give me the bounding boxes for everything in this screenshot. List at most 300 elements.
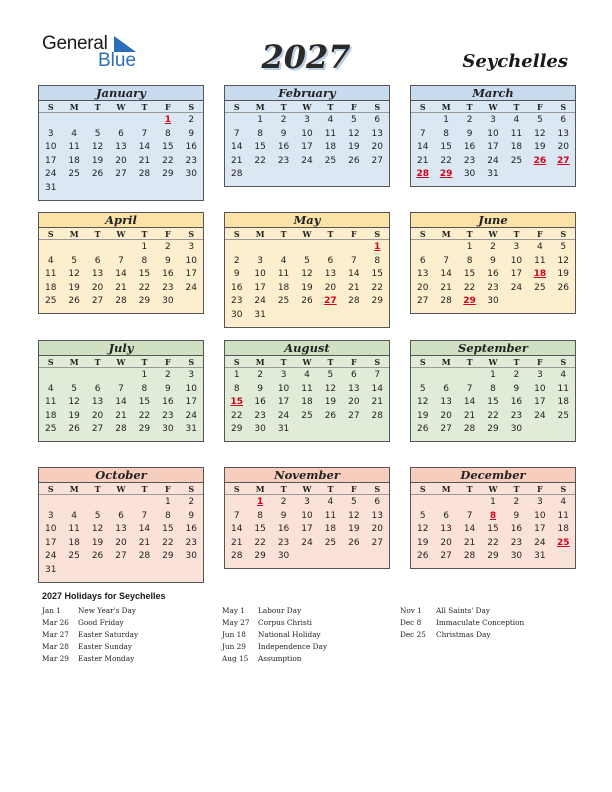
weekday-label: T [94, 357, 101, 367]
day: 9 [513, 383, 520, 394]
weekday-label: F [537, 229, 543, 239]
day: 5 [71, 383, 77, 394]
holidays-title: 2027 Holidays for Seychelles [42, 591, 166, 601]
day: 30 [463, 169, 476, 180]
day: 16 [162, 397, 174, 408]
day: 7 [141, 128, 148, 139]
day: 2 [188, 497, 195, 507]
weekday-label: W [488, 357, 498, 367]
day: 21 [416, 155, 429, 166]
holiday-row [42, 653, 138, 665]
empty-day [133, 496, 156, 510]
holiday-date: Dec 8 [400, 618, 422, 627]
day: 19 [534, 142, 546, 153]
day: 10 [254, 269, 266, 280]
day: 7 [118, 255, 124, 266]
weekday-label: T [280, 102, 287, 112]
day: 19 [91, 155, 104, 166]
weekday-label: M [255, 229, 265, 239]
empty-day [86, 496, 109, 510]
day: 15 [162, 524, 174, 535]
day: 4 [47, 255, 54, 266]
day: 31 [534, 551, 546, 562]
day: 29 [487, 424, 499, 435]
month-title: February [225, 86, 389, 101]
day: 19 [348, 524, 360, 535]
day: 13 [440, 524, 452, 535]
day: 5 [94, 510, 101, 521]
day: 15 [371, 269, 383, 280]
day: 25 [510, 155, 523, 166]
day: 4 [280, 255, 287, 266]
empty-day [62, 241, 85, 255]
calendar-year: 2027 [261, 38, 351, 76]
empty-day [225, 114, 248, 128]
day: 12 [68, 397, 80, 408]
day: 1 [257, 115, 263, 125]
weekday-label: F [165, 484, 171, 494]
holiday-day: 26 [533, 155, 547, 166]
day: 15 [487, 397, 499, 408]
day: 10 [185, 255, 197, 266]
day: 18 [44, 282, 57, 293]
day: 10 [534, 383, 546, 394]
day: 18 [44, 410, 57, 421]
month-april [38, 212, 204, 314]
day: 17 [277, 397, 290, 408]
day: 11 [301, 383, 313, 394]
day: 8 [141, 255, 148, 266]
day: 28 [371, 410, 383, 421]
day: 8 [374, 255, 381, 266]
month-february [224, 85, 390, 187]
day: 13 [115, 142, 127, 153]
day: 20 [440, 410, 452, 421]
holiday-row [222, 605, 327, 617]
day: 30 [185, 551, 197, 562]
weekday-label: S [47, 484, 54, 494]
holiday-day: 1 [257, 497, 264, 507]
day: 13 [440, 397, 452, 408]
holiday-name: Christmas Day [436, 630, 491, 639]
day: 17 [301, 142, 313, 153]
weekday-header [225, 356, 389, 368]
day: 14 [230, 142, 243, 153]
day: 29 [371, 296, 383, 307]
day: 1 [164, 497, 171, 507]
month-august [224, 340, 390, 442]
day: 2 [490, 242, 496, 252]
day: 2 [280, 497, 287, 507]
holiday-date: May 27 [222, 618, 250, 627]
holiday-column [400, 605, 524, 641]
weekday-label: T [94, 484, 101, 494]
holiday-day: 1 [164, 115, 171, 125]
day: 7 [141, 510, 148, 521]
month-title: September [411, 341, 575, 356]
empty-day [342, 241, 365, 255]
day-grid [39, 368, 203, 437]
month-may [224, 212, 390, 328]
weekday-label: W [116, 229, 126, 239]
weekday-label: S [188, 229, 195, 239]
day: 15 [138, 269, 151, 280]
day: 25 [68, 551, 80, 562]
day: 5 [71, 255, 77, 266]
day: 23 [277, 155, 290, 166]
day: 21 [463, 537, 476, 548]
weekday-label: F [351, 102, 357, 112]
day: 17 [534, 524, 546, 535]
day-grid [225, 368, 389, 437]
day: 26 [416, 551, 429, 562]
weekday-label: M [69, 102, 79, 112]
weekday-label: S [419, 102, 426, 112]
empty-day [39, 241, 62, 255]
day: 2 [164, 242, 171, 252]
day: 18 [324, 524, 337, 535]
day: 8 [233, 383, 240, 394]
day: 27 [115, 169, 127, 180]
weekday-label: T [327, 357, 334, 367]
day: 26 [416, 424, 429, 435]
empty-day [109, 496, 132, 510]
day: 20 [440, 537, 452, 548]
day: 21 [115, 282, 127, 293]
day: 27 [371, 155, 383, 166]
day: 26 [348, 537, 360, 548]
day: 13 [324, 269, 337, 280]
day: 6 [94, 255, 101, 266]
day: 22 [371, 282, 383, 293]
day: 26 [68, 296, 80, 307]
day: 19 [301, 282, 313, 293]
day: 20 [115, 155, 127, 166]
weekday-label: F [537, 102, 543, 112]
day: 28 [348, 296, 360, 307]
weekday-label: S [419, 357, 426, 367]
day: 31 [44, 182, 57, 193]
day: 30 [487, 296, 499, 307]
weekday-label: M [441, 102, 451, 112]
holiday-day: 25 [557, 537, 570, 548]
month-july [38, 340, 204, 442]
day: 23 [510, 537, 523, 548]
holiday-name: Good Friday [78, 618, 124, 627]
holiday-date: Mar 28 [42, 642, 69, 651]
day: 9 [188, 128, 195, 139]
day: 2 [164, 370, 171, 380]
day: 24 [510, 282, 523, 293]
weekday-label: T [280, 229, 287, 239]
day: 24 [534, 537, 546, 548]
day: 27 [91, 296, 104, 307]
day: 4 [560, 497, 567, 507]
weekday-label: T [141, 102, 148, 112]
day: 25 [44, 296, 57, 307]
day: 10 [510, 255, 523, 266]
month-november [224, 467, 390, 569]
day: 24 [254, 296, 266, 307]
weekday-header [411, 356, 575, 368]
day: 14 [463, 397, 476, 408]
day: 2 [233, 255, 240, 266]
weekday-header [39, 356, 203, 368]
day: 29 [254, 551, 266, 562]
day: 7 [466, 383, 473, 394]
holiday-row [42, 605, 138, 617]
day: 11 [68, 524, 80, 535]
day: 18 [510, 142, 523, 153]
day: 18 [68, 155, 80, 166]
day: 3 [304, 115, 310, 125]
day: 21 [440, 282, 452, 293]
day: 27 [91, 424, 104, 435]
day: 11 [68, 142, 80, 153]
day: 11 [557, 510, 569, 521]
day: 16 [230, 282, 243, 293]
day: 27 [371, 537, 383, 548]
weekday-label: S [560, 357, 567, 367]
holiday-day: 18 [533, 269, 547, 280]
day: 30 [510, 551, 523, 562]
weekday-label: S [560, 484, 567, 494]
weekday-label: M [69, 357, 79, 367]
day: 12 [557, 255, 569, 266]
day: 20 [91, 282, 104, 293]
day: 22 [138, 410, 151, 421]
weekday-label: T [466, 484, 473, 494]
day: 31 [44, 564, 57, 575]
day: 25 [324, 155, 337, 166]
day: 16 [185, 524, 197, 535]
day: 14 [463, 524, 476, 535]
empty-day [411, 114, 434, 128]
day: 6 [94, 383, 101, 394]
day: 17 [487, 142, 499, 153]
day: 19 [324, 397, 337, 408]
day: 25 [277, 296, 290, 307]
month-march [410, 85, 576, 187]
day: 7 [233, 128, 240, 139]
day: 16 [510, 524, 523, 535]
day: 30 [277, 551, 290, 562]
day: 18 [557, 397, 569, 408]
day: 7 [374, 370, 381, 380]
holiday-row [400, 629, 524, 641]
weekday-header [39, 228, 203, 240]
day: 12 [301, 269, 313, 280]
day: 9 [164, 255, 171, 266]
day: 28 [230, 551, 243, 562]
day: 8 [466, 255, 473, 266]
weekday-label: T [327, 102, 334, 112]
day: 20 [557, 142, 569, 153]
day: 15 [254, 524, 266, 535]
day: 10 [44, 524, 57, 535]
day-grid [39, 495, 203, 578]
weekday-label: T [94, 229, 101, 239]
empty-day [248, 241, 271, 255]
day: 4 [304, 370, 310, 380]
weekday-label: T [513, 484, 520, 494]
day: 13 [348, 383, 360, 394]
day: 26 [348, 155, 360, 166]
day-grid [411, 240, 575, 309]
day: 6 [350, 370, 357, 380]
day: 25 [534, 282, 546, 293]
day: 4 [47, 383, 54, 394]
day: 27 [416, 296, 429, 307]
day: 20 [348, 397, 360, 408]
day: 26 [68, 424, 80, 435]
day: 27 [440, 551, 452, 562]
day: 7 [233, 510, 240, 521]
holiday-name: New Year's Day [78, 606, 137, 615]
weekday-label: T [466, 229, 473, 239]
brand-word-blue: Blue [98, 50, 137, 71]
day: 12 [91, 524, 104, 535]
day: 17 [510, 269, 523, 280]
holiday-date: Nov 1 [400, 606, 422, 615]
holiday-day: 29 [439, 169, 453, 180]
day: 29 [230, 424, 243, 435]
day: 4 [513, 115, 520, 125]
day: 19 [68, 410, 80, 421]
empty-day [458, 369, 481, 383]
day: 20 [416, 282, 429, 293]
day: 13 [557, 128, 569, 139]
holiday-date: Mar 29 [42, 654, 69, 663]
day: 19 [91, 537, 104, 548]
day: 1 [443, 115, 449, 125]
day: 31 [487, 169, 499, 180]
day: 3 [280, 370, 287, 380]
weekday-label: F [165, 102, 171, 112]
day: 3 [188, 370, 195, 380]
holiday-date: Jun 29 [222, 642, 246, 651]
weekday-label: S [188, 357, 195, 367]
day: 1 [141, 242, 148, 252]
day: 22 [440, 155, 452, 166]
weekday-label: W [302, 484, 312, 494]
weekday-label: M [255, 102, 265, 112]
day: 10 [44, 142, 57, 153]
day: 7 [350, 255, 357, 266]
day: 18 [277, 282, 290, 293]
day: 12 [348, 510, 360, 521]
weekday-label: F [165, 229, 171, 239]
day: 9 [490, 255, 496, 266]
day: 10 [277, 383, 290, 394]
holiday-name: Easter Saturday [78, 630, 139, 639]
day: 9 [188, 510, 195, 521]
day: 18 [324, 142, 337, 153]
empty-day [411, 496, 434, 510]
day: 13 [115, 524, 127, 535]
day: 21 [371, 397, 383, 408]
day: 13 [371, 510, 383, 521]
day: 23 [277, 537, 290, 548]
empty-day [319, 241, 342, 255]
weekday-label: W [302, 102, 312, 112]
day: 28 [138, 169, 151, 180]
day: 14 [348, 269, 360, 280]
weekday-label: S [419, 484, 426, 494]
weekday-label: S [374, 102, 381, 112]
day: 6 [327, 255, 334, 266]
day: 23 [185, 537, 197, 548]
day: 16 [185, 142, 197, 153]
day: 14 [115, 269, 127, 280]
day: 13 [91, 269, 104, 280]
day: 3 [513, 242, 520, 252]
day: 21 [138, 155, 151, 166]
day: 25 [301, 410, 313, 421]
day: 12 [416, 397, 429, 408]
day: 23 [162, 282, 174, 293]
holiday-row [42, 629, 138, 641]
empty-day [133, 114, 156, 128]
holiday-name: National Holiday [258, 630, 321, 639]
month-title: June [411, 213, 575, 228]
empty-day [225, 496, 248, 510]
day: 4 [560, 370, 567, 380]
day: 17 [254, 282, 266, 293]
day: 10 [534, 510, 546, 521]
day: 2 [513, 370, 520, 380]
day: 23 [254, 410, 266, 421]
empty-day [434, 369, 457, 383]
day: 22 [230, 410, 243, 421]
weekday-label: T [513, 229, 520, 239]
day: 2 [188, 115, 195, 125]
day: 11 [510, 128, 523, 139]
holiday-date: Aug 15 [222, 654, 249, 663]
holiday-date: Mar 26 [42, 618, 69, 627]
day: 16 [254, 397, 266, 408]
day: 24 [534, 410, 546, 421]
day: 22 [138, 282, 151, 293]
weekday-label: W [488, 484, 498, 494]
day-grid [411, 113, 575, 182]
empty-day [39, 496, 62, 510]
weekday-label: S [560, 229, 567, 239]
day: 24 [301, 155, 313, 166]
day: 15 [162, 142, 174, 153]
day: 3 [304, 497, 310, 507]
weekday-label: T [327, 229, 334, 239]
weekday-label: M [255, 357, 265, 367]
day: 17 [185, 397, 197, 408]
day: 29 [138, 424, 151, 435]
day-grid [39, 113, 203, 196]
day: 4 [71, 510, 77, 521]
weekday-label: S [188, 484, 195, 494]
day: 26 [324, 410, 337, 421]
weekday-label: S [47, 229, 54, 239]
day-grid [411, 495, 575, 564]
day: 9 [233, 269, 240, 280]
day: 11 [44, 397, 57, 408]
holiday-row [42, 617, 138, 629]
day: 26 [91, 551, 104, 562]
weekday-label: S [233, 484, 240, 494]
day: 4 [327, 497, 334, 507]
day: 10 [185, 383, 197, 394]
holiday-name: Independence Day [258, 642, 327, 651]
day-grid [225, 495, 389, 564]
